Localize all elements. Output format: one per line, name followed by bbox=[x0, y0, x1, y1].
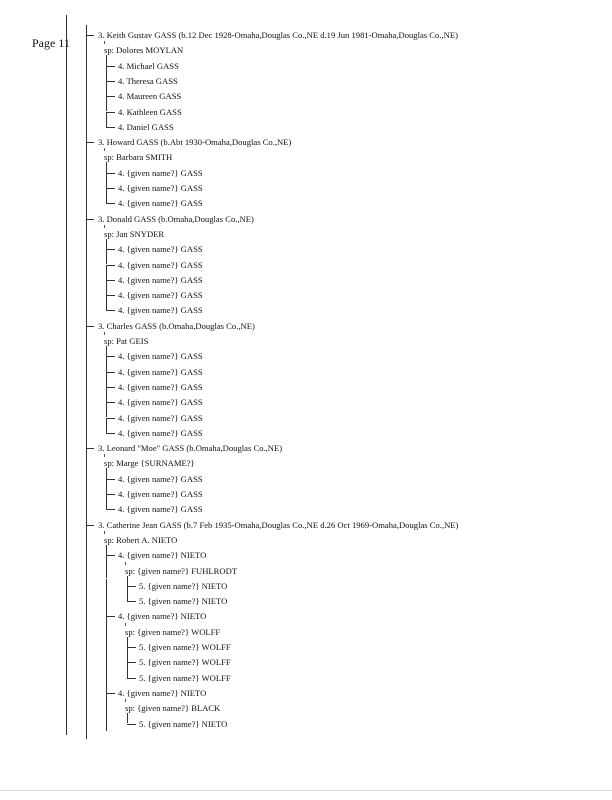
person-entry-level-4: 4. {given name?} GASS bbox=[118, 381, 203, 392]
connector bbox=[106, 545, 107, 555]
connector bbox=[127, 662, 128, 677]
person-entry-level-4: 4. {given name?} GASS bbox=[118, 183, 203, 193]
person-entry-level-4: 4. {given name?} GASS bbox=[118, 259, 203, 270]
connector bbox=[106, 494, 115, 495]
connector bbox=[106, 188, 107, 203]
person-entry-level-4: 4. {given name?} GASS bbox=[118, 290, 203, 301]
person-entry-level-4: 4. {given name?} NIETO bbox=[118, 611, 207, 622]
spouse-tick bbox=[125, 562, 126, 565]
connector bbox=[106, 295, 115, 296]
connector bbox=[106, 479, 115, 480]
person-entry-level-4: 4. {given name?} GASS bbox=[118, 167, 203, 178]
connector bbox=[106, 66, 115, 67]
spouse-tick bbox=[104, 148, 105, 151]
page-label: Page 11 bbox=[32, 36, 70, 50]
connector bbox=[106, 203, 115, 204]
connector bbox=[106, 716, 107, 731]
spouse-tick bbox=[104, 225, 105, 228]
connector bbox=[127, 586, 136, 587]
connector bbox=[106, 162, 107, 172]
connector bbox=[106, 387, 115, 388]
connector bbox=[127, 637, 128, 647]
connector bbox=[106, 555, 115, 556]
connector bbox=[106, 173, 115, 174]
connector bbox=[106, 655, 107, 670]
spouse-entry: sp: Marge {SURNAME?} bbox=[104, 458, 195, 469]
connector bbox=[106, 295, 107, 310]
connector bbox=[127, 586, 128, 601]
spouse-tick bbox=[104, 332, 105, 335]
connector bbox=[106, 555, 107, 578]
connector bbox=[106, 280, 107, 295]
connector bbox=[106, 112, 107, 127]
person-entry-level-4: 4. {given name?} NIETO bbox=[118, 550, 207, 561]
spouse-entry: sp: {given name?} FUHLRODT bbox=[125, 565, 238, 576]
spouse-tick bbox=[104, 454, 105, 457]
connector bbox=[106, 609, 107, 616]
connector bbox=[106, 433, 115, 434]
spouse-entry: sp: Robert A. NIETO bbox=[104, 534, 178, 545]
connector bbox=[106, 640, 107, 655]
connector bbox=[106, 402, 115, 403]
connector bbox=[106, 372, 107, 387]
person-entry-level-4: 4. {given name?} GASS bbox=[118, 305, 203, 316]
connector bbox=[106, 468, 107, 478]
spouse-entry: sp: {given name?} WOLFF bbox=[125, 626, 221, 637]
connector bbox=[127, 647, 128, 662]
connector bbox=[106, 81, 115, 82]
connector bbox=[106, 579, 107, 594]
person-entry-level-4: 4. {given name?} GASS bbox=[118, 244, 203, 255]
connector bbox=[106, 356, 115, 357]
connector bbox=[106, 616, 107, 639]
connector bbox=[106, 693, 115, 694]
connector bbox=[106, 127, 115, 128]
spouse-tick bbox=[104, 531, 105, 534]
connector bbox=[106, 96, 115, 97]
connector bbox=[106, 173, 107, 188]
person-entry-level-4: 4. {given name?} GASS bbox=[118, 427, 203, 438]
person-entry-level-4: 4. Kathleen GASS bbox=[118, 106, 182, 117]
connector bbox=[106, 594, 107, 609]
connector bbox=[127, 576, 128, 586]
person-entry-level-5: 5. {given name?} WOLFF bbox=[139, 657, 231, 668]
spouse-tick bbox=[104, 41, 105, 44]
person-entry-level-4: 4. Michael GASS bbox=[118, 60, 179, 71]
connector bbox=[106, 418, 107, 433]
spouse-entry: sp: Barbara SMITH bbox=[104, 152, 173, 163]
connector bbox=[106, 479, 107, 494]
connector bbox=[127, 713, 128, 723]
connector bbox=[86, 142, 94, 143]
person-entry-level-4: 4. {given name?} GASS bbox=[118, 397, 203, 408]
connector bbox=[106, 670, 107, 685]
connector bbox=[106, 509, 115, 510]
connector bbox=[106, 188, 115, 189]
connector bbox=[106, 616, 115, 617]
person-entry-level-4: 4. {given name?} GASS bbox=[118, 489, 203, 499]
connector bbox=[127, 662, 136, 663]
connector bbox=[106, 310, 115, 311]
connector bbox=[86, 326, 94, 327]
person-entry-level-3: 3. Keith Gustav GASS (b.12 Dec 1928-Omaha,Douglas Co.,NE d.19 Jun 1981-Omaha,Douglas Co.,NE) bbox=[98, 30, 458, 40]
connector bbox=[106, 239, 107, 249]
connector bbox=[106, 372, 115, 373]
connector bbox=[106, 81, 107, 96]
connector bbox=[106, 346, 107, 356]
connector bbox=[127, 724, 136, 725]
connector bbox=[86, 525, 94, 526]
connector bbox=[106, 66, 107, 81]
person-entry-level-4: 4. {given name?} GASS bbox=[118, 351, 203, 362]
person-entry-level-4: 4. Maureen GASS bbox=[118, 91, 182, 102]
person-entry-level-5: 5. {given name?} NIETO bbox=[139, 580, 228, 591]
connector bbox=[127, 678, 136, 679]
person-entry-level-3: 3. Donald GASS (b.Omaha,Douglas Co.,NE) bbox=[98, 213, 254, 224]
spouse-entry: sp: Jan SNYDER bbox=[104, 228, 165, 239]
spouse-entry: sp: Pat GEIS bbox=[104, 336, 149, 346]
connector bbox=[106, 112, 115, 113]
person-entry-level-4: 4. {given name?} GASS bbox=[118, 366, 203, 377]
connector bbox=[86, 219, 94, 220]
connector bbox=[106, 494, 107, 509]
connector bbox=[86, 35, 94, 36]
connector bbox=[106, 280, 115, 281]
person-entry-level-5: 5. {given name?} WOLFF bbox=[139, 672, 231, 683]
spouse-entry: sp: Dolores MOYLAN bbox=[104, 45, 184, 56]
person-entry-level-5: 5. {given name?} WOLFF bbox=[139, 642, 231, 652]
connector bbox=[106, 686, 107, 693]
person-entry-level-3: 3. Howard GASS (b.Abt 1930-Omaha,Douglas Co.,NE) bbox=[98, 137, 292, 148]
person-entry-level-3: 3. Charles GASS (b.Omaha,Douglas Co.,NE) bbox=[98, 320, 255, 331]
connector bbox=[106, 249, 107, 264]
bottom-rule bbox=[0, 790, 612, 791]
connector bbox=[106, 55, 107, 65]
connector bbox=[106, 249, 115, 250]
connector bbox=[106, 402, 107, 417]
person-entry-level-4: 4. {given name?} GASS bbox=[118, 198, 203, 209]
spouse-tick bbox=[125, 623, 126, 626]
connector bbox=[86, 448, 94, 449]
connector bbox=[106, 356, 107, 371]
tree-spine bbox=[86, 25, 87, 739]
connector bbox=[106, 418, 115, 419]
connector bbox=[106, 387, 107, 402]
connector bbox=[127, 601, 136, 602]
connector bbox=[106, 693, 107, 716]
spouse-tick bbox=[125, 699, 126, 702]
person-entry-level-3: 3. Leonard "Moe" GASS (b.Omaha,Douglas Co.,NE) bbox=[98, 443, 283, 454]
person-entry-level-4: 4. Theresa GASS bbox=[118, 75, 178, 86]
left-rule bbox=[66, 15, 67, 735]
person-entry-level-4: 4. {given name?} GASS bbox=[118, 412, 203, 423]
person-entry-level-4: 4. {given name?} GASS bbox=[118, 504, 203, 515]
person-entry-level-4: 4. {given name?} NIETO bbox=[118, 687, 207, 698]
person-entry-level-3: 3. Catherine Jean GASS (b.7 Feb 1935-Omaha,Douglas Co.,NE d.26 Oct 1969-Omaha,Douglas Co.,NE) bbox=[98, 519, 459, 530]
person-entry-level-5: 5. {given name?} NIETO bbox=[139, 596, 228, 607]
spouse-entry: sp: {given name?} BLACK bbox=[125, 703, 221, 714]
connector bbox=[106, 265, 115, 266]
person-entry-level-4: 4. {given name?} GASS bbox=[118, 473, 203, 484]
person-entry-level-5: 5. {given name?} NIETO bbox=[139, 718, 228, 729]
connector bbox=[106, 265, 107, 280]
person-entry-level-4: 4. Daniel GASS bbox=[118, 121, 174, 132]
connector bbox=[106, 96, 107, 111]
connector bbox=[127, 647, 136, 648]
person-entry-level-4: 4. {given name?} GASS bbox=[118, 274, 203, 285]
